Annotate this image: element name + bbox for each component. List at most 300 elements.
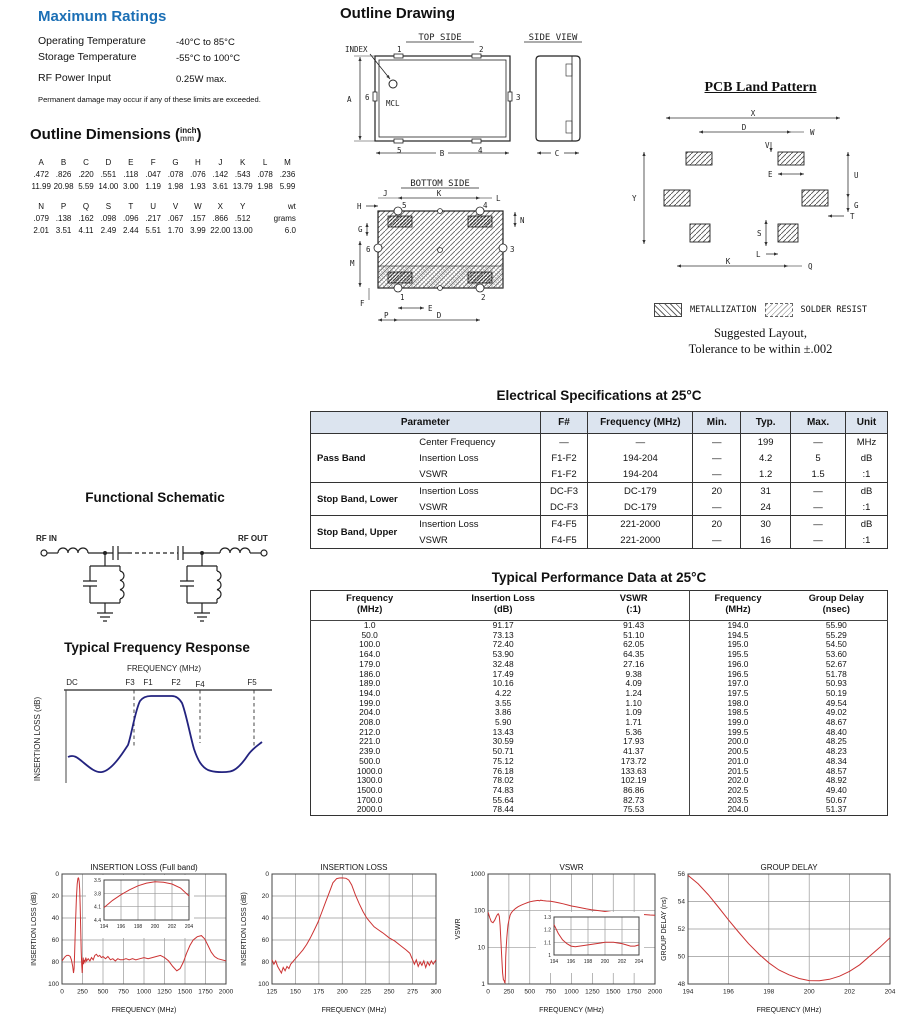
svg-text:204: 204 bbox=[884, 988, 896, 996]
perf-cell: 41.37 bbox=[623, 746, 645, 757]
dims-cell: 13.79 bbox=[232, 182, 253, 192]
charts-row bbox=[0, 862, 903, 1024]
chart-xlabel: FREQUENCY (MHz) bbox=[539, 1007, 604, 1014]
dim-q: Q bbox=[808, 262, 813, 271]
perf-cell: 200.0 bbox=[690, 737, 786, 747]
dims-cell: L bbox=[262, 158, 268, 168]
chart-ylabel: INSERTION LOSS (dB) bbox=[241, 892, 248, 966]
dims-cell: 3.00 bbox=[122, 182, 139, 192]
dims-cell: .076 bbox=[190, 170, 206, 180]
dim-c: C bbox=[554, 149, 560, 158]
dim-w: W bbox=[810, 128, 815, 137]
perf-cell: 49.02 bbox=[825, 707, 847, 718]
dims-cell: .543 bbox=[234, 170, 251, 180]
dim-k: K bbox=[436, 189, 442, 198]
svg-text:80: 80 bbox=[51, 959, 59, 966]
dims-cell: 6.0 bbox=[284, 226, 296, 236]
perf-cell: 50.0 bbox=[361, 629, 378, 640]
svg-text:204: 204 bbox=[634, 959, 644, 965]
perf-cell: 49.54 bbox=[825, 697, 847, 708]
spec-cell: — bbox=[791, 516, 846, 533]
dim-g: G bbox=[854, 201, 859, 210]
performance-data-title: Typical Performance Data at 25°C bbox=[491, 570, 707, 585]
perf-cell: 50.67 bbox=[825, 794, 847, 805]
bottom-pin-4: 4 bbox=[483, 201, 488, 210]
spec-cell: 4.2 bbox=[741, 450, 791, 466]
electrical-specs-title: Electrical Specifications at 25°C bbox=[496, 388, 702, 403]
spec-cell: 24 bbox=[741, 499, 791, 516]
spec-row bbox=[311, 516, 888, 533]
svg-text:196: 196 bbox=[722, 988, 734, 996]
spec-cell: VSWR bbox=[419, 468, 448, 480]
pin-1: 1 bbox=[397, 45, 402, 54]
dim-m: M bbox=[350, 259, 355, 268]
perf-cell: 239.0 bbox=[359, 746, 381, 757]
spec-group-name: Stop Band, Upper bbox=[311, 516, 406, 549]
solder-resist-swatch bbox=[765, 303, 793, 317]
perf-cell: 1700.0 bbox=[356, 794, 383, 805]
perf-cell: 55.64 bbox=[492, 794, 514, 805]
perf-cell: 54.50 bbox=[825, 639, 847, 650]
perf-cell: 100.0 bbox=[359, 639, 381, 650]
perf-cell: 1.71 bbox=[625, 717, 642, 728]
svg-text:1: 1 bbox=[548, 953, 551, 959]
dims-cell: 5.99 bbox=[279, 182, 296, 192]
perf-cell: 4.22 bbox=[495, 687, 512, 698]
bottom-pin-1: 1 bbox=[400, 293, 405, 302]
bottom-side-label: BOTTOM SIDE bbox=[410, 179, 470, 189]
spec-cell: — bbox=[693, 434, 741, 451]
svg-text:200: 200 bbox=[150, 924, 160, 930]
fr-marker-f2: F2 bbox=[171, 678, 181, 687]
spec-cell: dB bbox=[846, 483, 888, 500]
spec-cell: dB bbox=[846, 516, 888, 533]
svg-text:100: 100 bbox=[48, 981, 59, 988]
dims-cell: P bbox=[60, 202, 67, 212]
perf-cell: 82.73 bbox=[623, 794, 645, 805]
spec-group-name: Stop Band, Lower bbox=[311, 483, 406, 516]
dims-cell: V bbox=[172, 202, 179, 212]
perf-row bbox=[311, 776, 888, 786]
spec-cell: 221-2000 bbox=[588, 516, 693, 533]
bottom-pin-3: 3 bbox=[510, 245, 515, 254]
dims-cell: grams bbox=[273, 214, 296, 224]
svg-text:0: 0 bbox=[265, 871, 269, 878]
spec-cell: F1-F2 bbox=[540, 450, 588, 466]
outline-drawing-title: Outline Drawing bbox=[340, 5, 456, 22]
dim-l: L bbox=[756, 250, 761, 259]
dims-cell: .078 bbox=[167, 170, 184, 180]
svg-text:202: 202 bbox=[617, 959, 627, 965]
dims-cell: 5.51 bbox=[145, 226, 161, 236]
spec-cell: F4-F5 bbox=[540, 516, 588, 533]
rating-label: Storage Temperature bbox=[38, 51, 137, 63]
spec-cell: DC-F3 bbox=[540, 483, 588, 500]
svg-text:1.1: 1.1 bbox=[544, 940, 551, 947]
dims-cell: .047 bbox=[145, 170, 161, 180]
perf-cell: 198.0 bbox=[690, 699, 786, 709]
dims-cell: E bbox=[128, 158, 134, 168]
perf-cell: 203.5 bbox=[690, 796, 786, 806]
performance-data-section bbox=[310, 570, 888, 816]
perf-row bbox=[311, 718, 888, 728]
svg-text:196: 196 bbox=[116, 924, 126, 930]
perf-cell: 189.0 bbox=[359, 678, 381, 689]
svg-text:56: 56 bbox=[677, 871, 685, 878]
group-delay-svg bbox=[658, 862, 900, 1014]
perf-row bbox=[311, 728, 888, 738]
perf-cell: 17.49 bbox=[492, 668, 514, 679]
perf-header-insertion-loss: Insertion Loss (dB) bbox=[428, 591, 578, 621]
dims-cell: .826 bbox=[55, 170, 72, 180]
svg-text:1250: 1250 bbox=[157, 988, 172, 996]
svg-text:0: 0 bbox=[55, 871, 59, 878]
dims-cell: 2.49 bbox=[100, 226, 117, 236]
spec-header-parameter: Parameter bbox=[311, 412, 541, 434]
perf-cell: 52.67 bbox=[825, 658, 847, 669]
pin-6: 6 bbox=[365, 93, 370, 102]
data-curve bbox=[688, 875, 890, 980]
perf-cell: 64.35 bbox=[623, 649, 645, 660]
svg-text:198: 198 bbox=[133, 924, 143, 930]
svg-text:194: 194 bbox=[549, 959, 559, 965]
perf-cell: 17.93 bbox=[623, 736, 645, 747]
spec-cell: DC-179 bbox=[588, 483, 693, 500]
perf-cell: 194.0 bbox=[690, 621, 786, 631]
pcb-note-line2: Tolerance to be within ±.002 bbox=[688, 342, 833, 356]
perf-row bbox=[311, 650, 888, 660]
perf-cell: 1500.0 bbox=[356, 784, 383, 795]
perf-cell: 221.0 bbox=[359, 736, 381, 747]
svg-text:250: 250 bbox=[383, 988, 395, 996]
dim-e: E bbox=[768, 170, 773, 179]
data-curve bbox=[272, 878, 436, 973]
perf-cell: 196.5 bbox=[690, 670, 786, 680]
chart-inset bbox=[536, 912, 644, 973]
spec-cell: Insertion Loss bbox=[419, 452, 479, 464]
perf-cell: 62.05 bbox=[623, 639, 645, 650]
dim-l: L bbox=[496, 194, 501, 203]
dim-x: X bbox=[750, 109, 756, 118]
svg-text:2000: 2000 bbox=[218, 988, 233, 996]
dims-cell: .096 bbox=[122, 214, 139, 224]
perf-cell: 51.37 bbox=[825, 804, 847, 815]
dims-cell: 1.70 bbox=[167, 226, 184, 236]
perf-cell: 5.90 bbox=[495, 717, 512, 728]
perf-cell: 173.72 bbox=[620, 755, 647, 766]
spec-cell: DC-F3 bbox=[540, 499, 588, 516]
perf-cell: 196.0 bbox=[690, 660, 786, 670]
spec-cell: — bbox=[588, 434, 693, 451]
rating-row bbox=[38, 35, 338, 48]
perf-cell: 51.78 bbox=[825, 668, 847, 679]
spec-row bbox=[311, 483, 888, 500]
chart-ylabel: VSWR bbox=[455, 918, 462, 940]
perf-cell: 74.83 bbox=[492, 784, 514, 795]
spec-cell: 20 bbox=[693, 516, 741, 533]
dims-cell: Y bbox=[240, 202, 246, 212]
svg-text:194: 194 bbox=[99, 924, 109, 930]
perf-cell: 32.48 bbox=[492, 658, 514, 669]
perf-cell: 55.90 bbox=[825, 620, 847, 630]
svg-text:20: 20 bbox=[261, 893, 269, 900]
unit-mm: mm bbox=[180, 134, 195, 144]
svg-text:202: 202 bbox=[167, 924, 177, 930]
perf-cell: 1.24 bbox=[625, 687, 642, 698]
dims-cell: .551 bbox=[100, 170, 117, 180]
svg-text:10: 10 bbox=[477, 944, 485, 952]
fr-marker-f3: F3 bbox=[125, 678, 135, 687]
chart-title: INSERTION LOSS (Full band) bbox=[90, 863, 198, 872]
perf-cell: 102.19 bbox=[620, 775, 647, 786]
spec-cell: Center Frequency bbox=[405, 434, 540, 451]
perf-cell: 1300.0 bbox=[356, 775, 383, 786]
dims-cell: W bbox=[194, 202, 202, 212]
perf-cell: 10.16 bbox=[492, 678, 514, 689]
chart-xlabel: FREQUENCY (MHz) bbox=[111, 1007, 177, 1014]
perf-cell: 73.13 bbox=[492, 629, 514, 640]
rating-value: 0.25W max. bbox=[176, 74, 227, 85]
perf-cell: 91.43 bbox=[623, 620, 645, 630]
svg-text:202: 202 bbox=[844, 988, 856, 996]
perf-cell: 199.0 bbox=[359, 697, 381, 708]
perf-cell: 75.53 bbox=[623, 804, 645, 815]
perf-header-frequency-left: Frequency (MHz) bbox=[311, 591, 429, 621]
maximum-ratings-title: Maximum Ratings bbox=[38, 8, 167, 25]
chart-xlabel: FREQUENCY (MHz) bbox=[756, 1007, 822, 1014]
dims-cell: D bbox=[105, 158, 112, 168]
dims-cell: 22.00 bbox=[210, 226, 231, 236]
insertion-loss-svg bbox=[238, 862, 443, 1014]
dim-u: U bbox=[854, 171, 859, 180]
dim-j: J bbox=[383, 189, 388, 198]
rating-value: -40°C to 85°C bbox=[176, 37, 235, 48]
dims-cell: B bbox=[60, 158, 67, 168]
spec-header-typ: Typ. bbox=[741, 412, 791, 434]
spec-header-max: Max. bbox=[791, 412, 846, 434]
dims-cell: .138 bbox=[55, 214, 72, 224]
svg-text:1000: 1000 bbox=[564, 988, 579, 996]
top-side-label: TOP SIDE bbox=[418, 33, 462, 43]
dim-f: F bbox=[360, 299, 365, 308]
svg-text:198: 198 bbox=[583, 959, 593, 965]
perf-cell: 199.0 bbox=[690, 718, 786, 728]
perf-row bbox=[311, 670, 888, 680]
dim-g: G bbox=[358, 225, 363, 234]
perf-cell: 1.09 bbox=[625, 707, 642, 718]
chart-xlabel: FREQUENCY (MHz) bbox=[321, 1007, 387, 1014]
outline-dims-block1 bbox=[30, 157, 330, 193]
outline-drawing-section bbox=[340, 5, 630, 361]
perf-header-vswr: VSWR (:1) bbox=[578, 591, 690, 621]
perf-cell: 50.71 bbox=[492, 746, 514, 757]
spec-cell: VSWR bbox=[419, 534, 448, 546]
perf-cell: 201.0 bbox=[690, 757, 786, 767]
dims-cell: 5.59 bbox=[78, 182, 94, 192]
dims-cell: .217 bbox=[145, 214, 161, 224]
dims-cell: 14.00 bbox=[98, 182, 119, 192]
spec-cell: — bbox=[540, 434, 588, 451]
svg-text:4.1: 4.1 bbox=[94, 904, 101, 911]
dims-cell: 1.19 bbox=[145, 182, 161, 192]
dims-cell: 2.01 bbox=[33, 226, 49, 236]
svg-text:0: 0 bbox=[486, 988, 490, 996]
svg-text:4.4: 4.4 bbox=[94, 918, 101, 924]
perf-cell: 212.0 bbox=[359, 726, 381, 737]
svg-text:1750: 1750 bbox=[626, 988, 642, 996]
svg-text:250: 250 bbox=[503, 988, 515, 996]
functional-schematic-title: Functional Schematic bbox=[85, 490, 225, 505]
svg-text:500: 500 bbox=[524, 988, 536, 996]
svg-text:1250: 1250 bbox=[585, 988, 600, 996]
spec-header-unit: Unit bbox=[846, 412, 888, 434]
chart-group-delay bbox=[658, 862, 900, 1019]
dims-cell: .472 bbox=[33, 170, 49, 180]
svg-text:200: 200 bbox=[803, 988, 815, 996]
pin-4: 4 bbox=[478, 146, 483, 155]
svg-text:52: 52 bbox=[677, 926, 685, 933]
dims-cell: .098 bbox=[100, 214, 117, 224]
dims-cell: .067 bbox=[167, 214, 184, 224]
perf-cell: 4.09 bbox=[625, 678, 642, 689]
pin-2: 2 bbox=[479, 45, 484, 54]
perf-cell: 186.0 bbox=[359, 668, 381, 679]
svg-text:3.5: 3.5 bbox=[94, 878, 101, 884]
outline-dimensions-section bbox=[30, 126, 330, 237]
dims-cell: 1.93 bbox=[190, 182, 206, 192]
svg-text:1: 1 bbox=[481, 981, 485, 988]
functional-schematic-section bbox=[30, 490, 280, 638]
svg-text:1000: 1000 bbox=[470, 871, 485, 878]
perf-cell: 179.0 bbox=[359, 658, 381, 669]
perf-cell: 48.25 bbox=[825, 736, 847, 747]
spec-cell: — bbox=[693, 499, 741, 516]
rating-label: Operating Temperature bbox=[38, 35, 146, 47]
spec-cell: — bbox=[791, 483, 846, 500]
perf-cell: 195.0 bbox=[690, 640, 786, 650]
fr-xlabel: FREQUENCY (MHz) bbox=[126, 664, 202, 673]
dim-n: N bbox=[520, 216, 525, 225]
perf-cell: 48.67 bbox=[825, 717, 847, 728]
dims-cell: X bbox=[217, 202, 223, 212]
perf-cell: 76.18 bbox=[492, 765, 514, 776]
perf-cell: 198.5 bbox=[690, 708, 786, 718]
index-label: INDEX bbox=[345, 45, 368, 54]
svg-text:250: 250 bbox=[77, 988, 88, 996]
dims-row bbox=[30, 225, 330, 237]
rating-label: RF Power Input bbox=[38, 72, 111, 84]
perf-row bbox=[311, 699, 888, 709]
dim-p: P bbox=[384, 311, 389, 320]
perf-cell: 49.40 bbox=[825, 784, 847, 795]
functional-schematic-figure bbox=[30, 511, 280, 633]
pcb-note bbox=[618, 325, 903, 357]
spec-cell: Insertion Loss bbox=[405, 516, 540, 533]
rating-value: -55°C to 100°C bbox=[176, 53, 241, 64]
dims-row bbox=[30, 181, 330, 193]
chart-insertion-loss bbox=[238, 862, 443, 1019]
spec-cell: :1 bbox=[846, 499, 888, 516]
svg-text:1500: 1500 bbox=[606, 988, 621, 996]
spec-cell: Insertion Loss bbox=[405, 483, 540, 500]
svg-text:275: 275 bbox=[407, 988, 419, 996]
chart-inset bbox=[86, 875, 194, 938]
svg-text:80: 80 bbox=[261, 959, 269, 966]
perf-cell: 78.44 bbox=[492, 804, 514, 815]
perf-cell: 1.10 bbox=[625, 697, 642, 708]
dims-cell: 2.44 bbox=[122, 226, 139, 236]
svg-text:1.2: 1.2 bbox=[544, 927, 551, 934]
perf-row bbox=[311, 679, 888, 689]
spec-cell: F1-F2 bbox=[540, 466, 588, 483]
dim-d: D bbox=[436, 311, 442, 320]
perf-row bbox=[311, 786, 888, 796]
pcb-land-pattern-section bbox=[618, 80, 903, 357]
dim-e: E bbox=[428, 304, 433, 313]
bottom-pin-6: 6 bbox=[366, 245, 371, 254]
svg-text:1500: 1500 bbox=[177, 988, 193, 996]
fr-marker-f4: F4 bbox=[195, 680, 205, 689]
perf-cell: 5.36 bbox=[625, 726, 642, 737]
spec-cell: — bbox=[791, 499, 846, 516]
perf-cell: 197.5 bbox=[690, 689, 786, 699]
perf-cell: 55.29 bbox=[825, 629, 847, 640]
spec-cell: 5 bbox=[791, 450, 846, 466]
spec-cell: — bbox=[791, 434, 846, 451]
perf-cell: 3.55 bbox=[495, 697, 512, 708]
spec-cell: 1.2 bbox=[741, 466, 791, 483]
perf-cell: 204.0 bbox=[690, 805, 786, 815]
perf-cell: 27.16 bbox=[623, 658, 645, 669]
perf-cell: 200.5 bbox=[690, 747, 786, 757]
perf-row bbox=[311, 805, 888, 815]
dim-t: T bbox=[850, 212, 855, 221]
svg-text:200: 200 bbox=[600, 959, 610, 965]
spec-group-name: Pass Band bbox=[311, 434, 406, 483]
pin-3: 3 bbox=[516, 93, 521, 102]
svg-text:60: 60 bbox=[261, 937, 269, 944]
perf-row bbox=[311, 708, 888, 718]
dims-cell: U bbox=[150, 202, 157, 212]
perf-cell: 48.23 bbox=[825, 746, 847, 757]
perf-cell: 53.90 bbox=[492, 649, 514, 660]
dims-cell: 1.98 bbox=[257, 182, 273, 192]
perf-cell: 202.5 bbox=[690, 786, 786, 796]
dims-row bbox=[30, 157, 330, 169]
svg-text:20: 20 bbox=[51, 893, 59, 900]
perf-tbody bbox=[311, 621, 888, 816]
perf-row bbox=[311, 767, 888, 777]
vswr-inset-svg bbox=[536, 912, 644, 968]
perf-row bbox=[311, 640, 888, 650]
dims-row bbox=[30, 201, 330, 213]
electrical-specs-section bbox=[310, 388, 888, 549]
spec-cell: 31 bbox=[741, 483, 791, 500]
dims-cell: S bbox=[105, 202, 112, 212]
dim-a: A bbox=[347, 95, 352, 104]
dim-y: Y bbox=[632, 194, 637, 203]
dims-row bbox=[30, 213, 330, 225]
perf-cell: 133.63 bbox=[620, 765, 647, 776]
spec-cell: 199 bbox=[741, 434, 791, 451]
spec-cell: 1.5 bbox=[791, 466, 846, 483]
dims-cell: N bbox=[38, 202, 45, 212]
dims-cell: 1.98 bbox=[167, 182, 184, 192]
bottom-pin-5: 5 bbox=[402, 201, 407, 210]
perf-cell: 9.38 bbox=[625, 668, 642, 679]
rating-row bbox=[38, 51, 338, 64]
svg-text:1000: 1000 bbox=[136, 988, 152, 996]
